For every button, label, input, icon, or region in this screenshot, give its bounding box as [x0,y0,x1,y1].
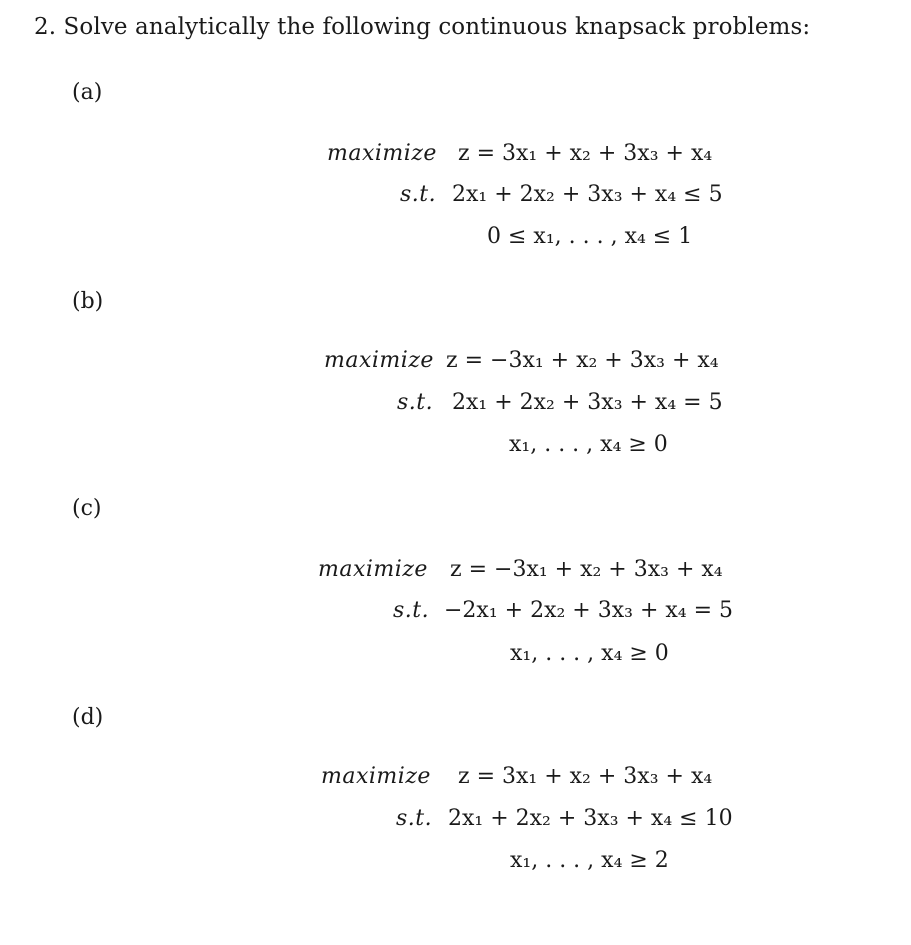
part-b-objective: z = −3x₁ + x₂ + 3x₃ + x₄ [446,348,719,373]
part-a-label: (a) [72,80,103,105]
part-c-objective-keyword: maximize [318,557,428,582]
part-d-constraint: 2x₁ + 2x₂ + 3x₃ + x₄ ≤ 10 [448,806,733,831]
part-b-label: (b) [72,289,104,314]
part-d-constraint-keyword: s.t. [396,806,433,831]
part-c-constraint: −2x₁ + 2x₂ + 3x₃ + x₄ = 5 [444,598,734,623]
part-c-bounds: x₁, . . . , x₄ ≥ 0 [510,641,669,666]
part-b-constraint-keyword: s.t. [397,390,434,415]
part-d-objective: z = 3x₁ + x₂ + 3x₃ + x₄ [458,764,713,789]
part-d-label: (d) [72,705,104,730]
part-a-bounds: 0 ≤ x₁, . . . , x₄ ≤ 1 [487,224,693,249]
part-c-objective: z = −3x₁ + x₂ + 3x₃ + x₄ [450,557,723,582]
part-d-objective-keyword: maximize [321,764,431,789]
part-a-objective: z = 3x₁ + x₂ + 3x₃ + x₄ [458,141,713,166]
part-a-objective-keyword: maximize [327,141,437,166]
part-c-label: (c) [72,496,102,521]
part-b-constraint: 2x₁ + 2x₂ + 3x₃ + x₄ = 5 [452,390,723,415]
part-d-bounds: x₁, . . . , x₄ ≥ 2 [510,848,669,873]
part-b-objective-keyword: maximize [324,348,434,373]
part-b-bounds: x₁, . . . , x₄ ≥ 0 [509,432,668,457]
part-a-constraint-keyword: s.t. [400,182,437,207]
part-c-constraint-keyword: s.t. [393,598,430,623]
problem-heading: 2. Solve analytically the following continuous knapsack problems: [34,14,811,40]
part-a-constraint: 2x₁ + 2x₂ + 3x₃ + x₄ ≤ 5 [452,182,723,207]
